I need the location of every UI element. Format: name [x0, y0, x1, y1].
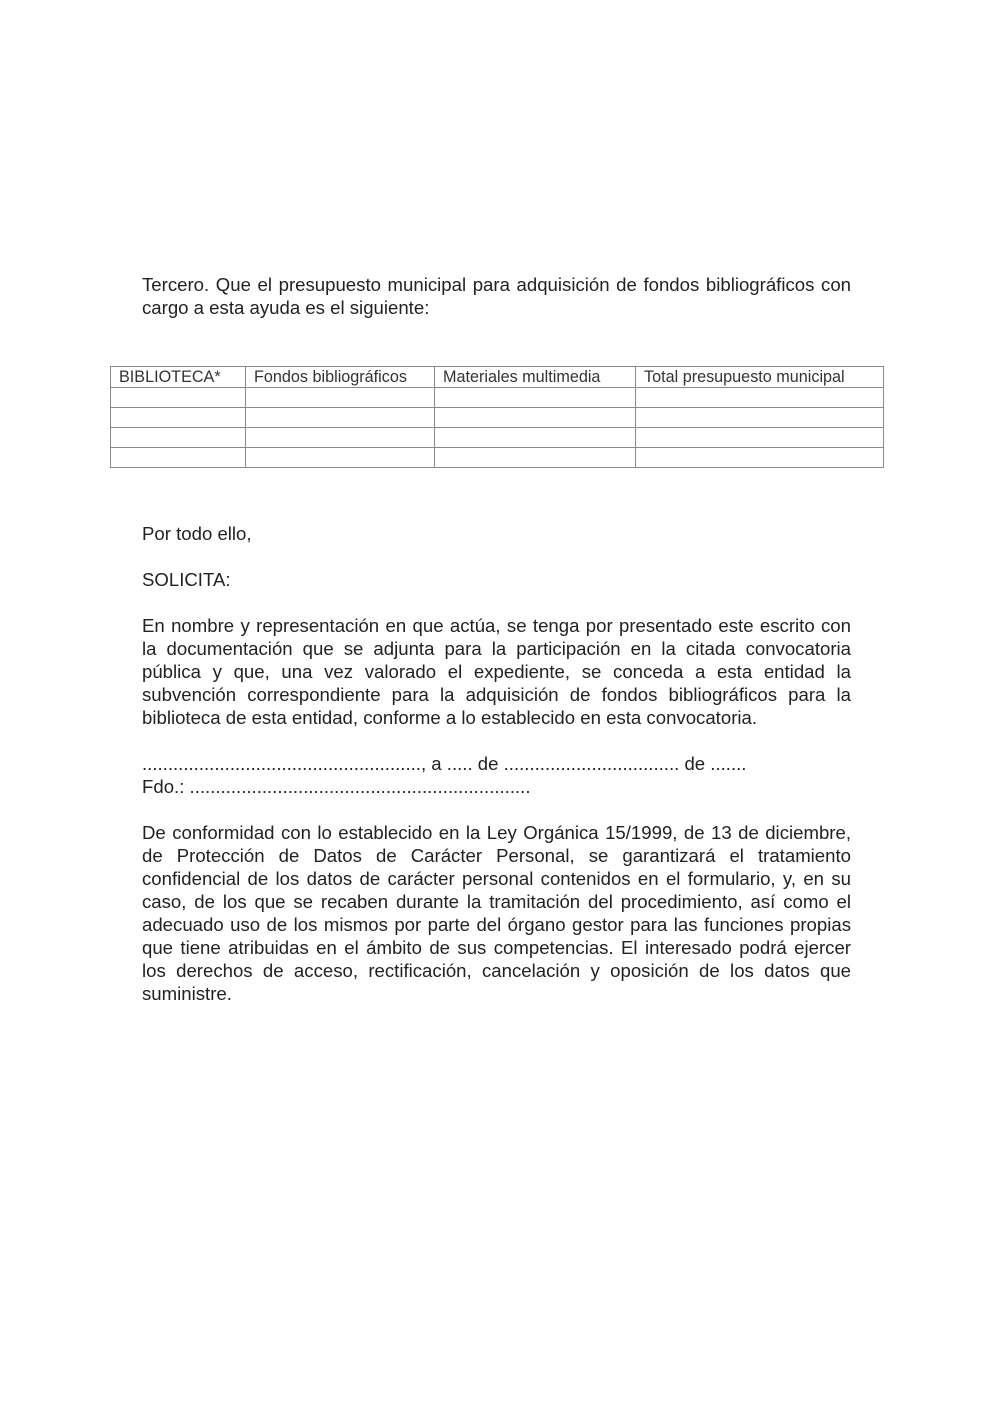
date-place-line[interactable]: ......................................................, a ..... de .................................. de ....... — [142, 753, 747, 774]
table-cell[interactable] — [636, 408, 884, 428]
table-cell[interactable] — [111, 428, 246, 448]
signature-line[interactable]: Fdo.: .................................................................. — [142, 776, 531, 797]
paragraph-solicitud: En nombre y representación en que actúa, se tenga por presentado este escrito con la documentación que se adjunta para la participación en la citada convocatoria pública y que, una vez valorado el expediente, se conceda a esta entidad la subvención correspondiente para la adquisición de fondos bibliográficos para la biblioteca de esta entidad, conforme a lo establecido en esta convocatoria. — [142, 615, 851, 728]
table-cell[interactable] — [246, 388, 435, 408]
table-row — [111, 428, 884, 448]
table-header-row — [111, 367, 884, 388]
table-cell[interactable] — [246, 408, 435, 428]
table-cell[interactable] — [111, 448, 246, 468]
paragraph-por-todo-ello: Por todo ello, — [142, 523, 252, 544]
budget-table — [110, 366, 884, 468]
table-cell[interactable] — [435, 408, 636, 428]
table-row — [111, 408, 884, 428]
table-cell[interactable] — [435, 388, 636, 408]
heading-solicita: SOLICITA: — [142, 569, 231, 590]
header-biblioteca: BIBLIOTECA* — [111, 367, 246, 388]
table-cell[interactable] — [246, 428, 435, 448]
table-cell[interactable] — [636, 428, 884, 448]
table-cell[interactable] — [246, 448, 435, 468]
header-total-presupuesto: Total presupuesto municipal — [636, 367, 884, 388]
table-cell[interactable] — [636, 388, 884, 408]
paragraph-proteccion-datos: De conformidad con lo establecido en la Ley Orgánica 15/1999, de 13 de diciembre, de Protección de Datos de Carácter Personal, se garantizará el tratamiento confidencial de los datos de carácter personal contenidos en el formulario, y, en su caso, de los que se recaben durante la tramitación del procedimiento, así como el adecuado uso de los mismos por parte del órgano gestor para las funciones propias que tiene atribuidas en el ámbito de sus competencias. El interesado podrá ejercer los derechos de acceso, rectificación, cancelación y oposición de los datos que suministre. — [142, 822, 851, 1004]
table-cell[interactable] — [111, 408, 246, 428]
table-cell[interactable] — [435, 448, 636, 468]
paragraph-tercero: Tercero. Que el presupuesto municipal para adquisición de fondos bibliográficos con cargo a esta ayuda es el siguiente: — [142, 274, 851, 318]
table-cell[interactable] — [435, 428, 636, 448]
header-fondos-bibliograficos: Fondos bibliográficos — [246, 367, 435, 388]
table-row — [111, 448, 884, 468]
header-materiales-multimedia: Materiales multimedia — [435, 367, 636, 388]
table-row — [111, 388, 884, 408]
table-cell[interactable] — [636, 448, 884, 468]
table-cell[interactable] — [111, 388, 246, 408]
